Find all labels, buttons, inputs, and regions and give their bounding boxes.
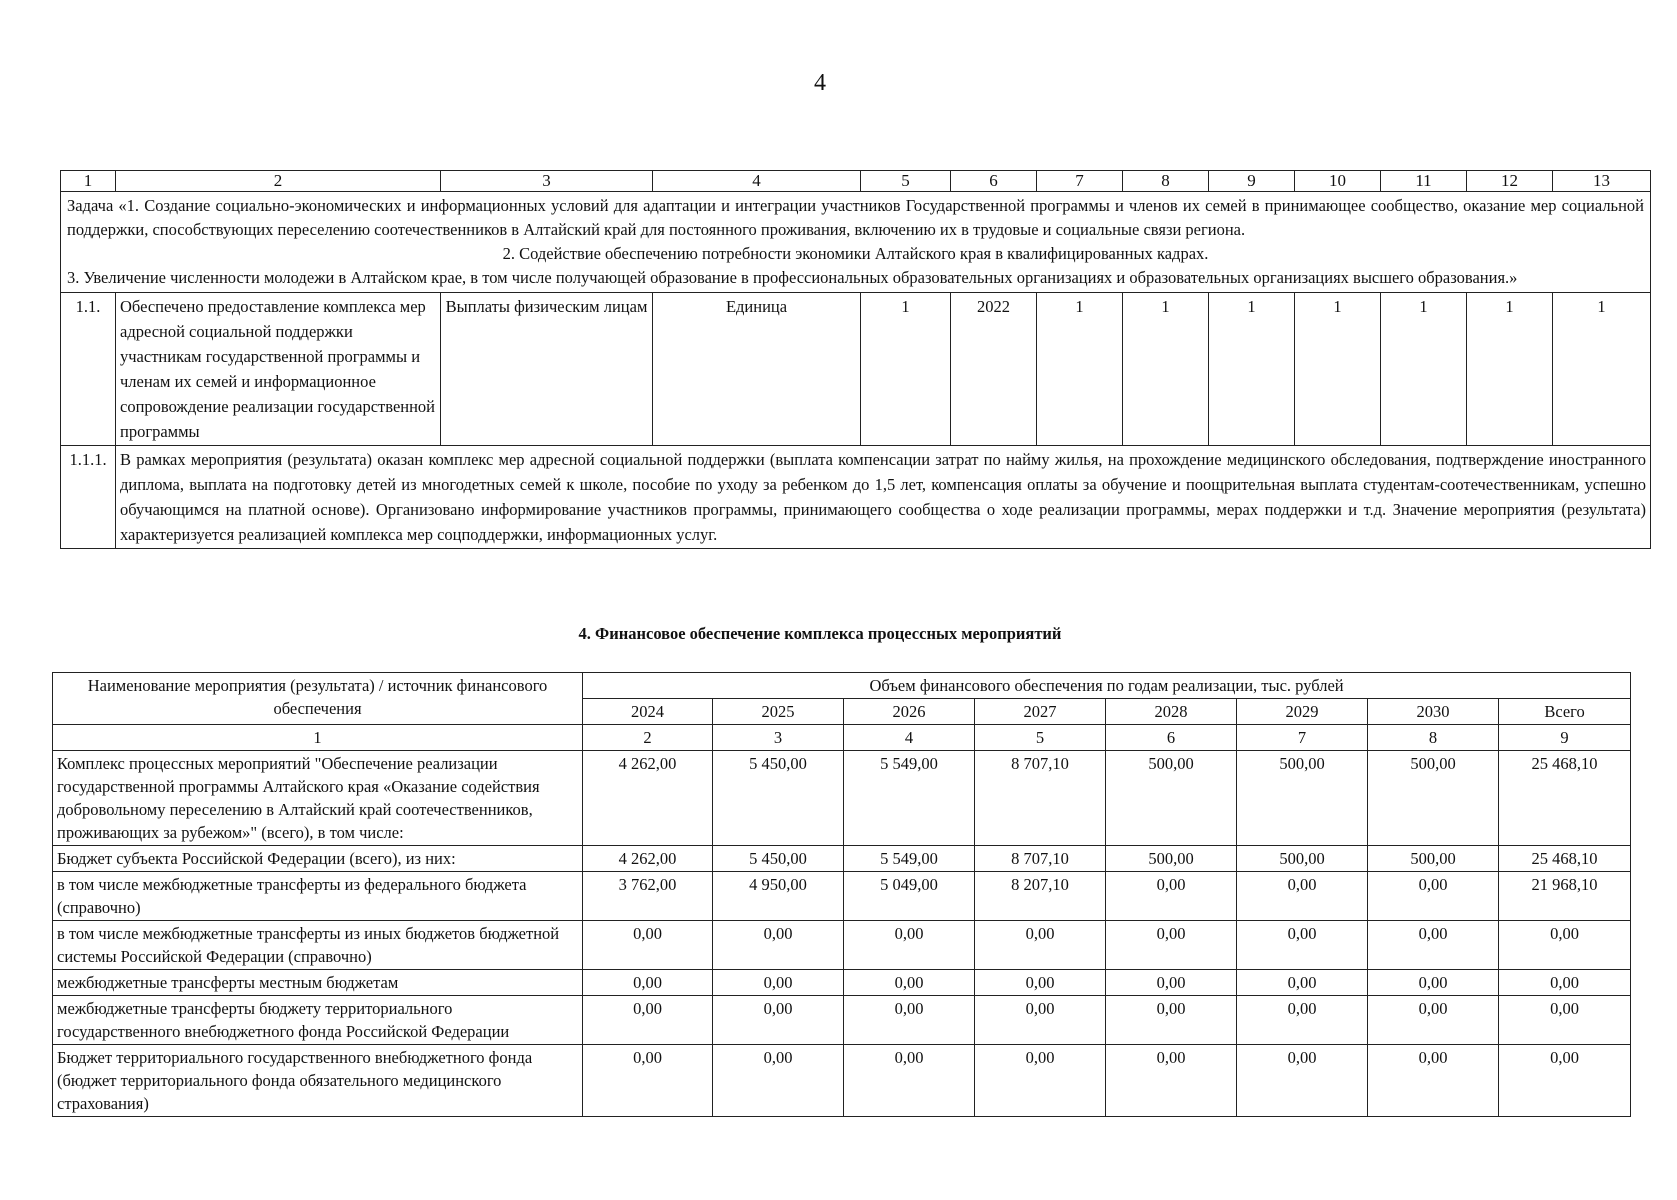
page-number: 4 [814, 70, 826, 96]
financing-source-name: Бюджет субъекта Российской Федерации (всего), из них: [53, 846, 583, 872]
result-type: Выплаты физическим лицам [441, 293, 653, 446]
indicators-table [60, 170, 1651, 549]
column-number: 5 [975, 725, 1106, 751]
cell-13: 1 [1553, 293, 1651, 446]
financing-value: 4 262,00 [583, 751, 713, 846]
financing-row [53, 996, 1631, 1045]
financing-value: 5 049,00 [844, 872, 975, 921]
column-number-6: 6 [951, 171, 1037, 192]
column-number: 9 [1499, 725, 1631, 751]
year-header: 2025 [713, 699, 844, 725]
financing-value: 0,00 [1368, 996, 1499, 1045]
result-description: В рамках мероприятия (результата) оказан комплекс мер адресной социальной поддержки (выплата компенсации затрат по найму жилья, на прохождение медицинского обследования, подтверждение иностранного диплома, выплата на подготовку детей из многодетных семей к школе, пособие по уходу за ребенком до 1,5 лет, компенсация оплаты за обучение и поощрительная выплата студентам-соотечественникам, успешно обучающимся на платной основе). Организовано информирование участников программы, принимающего сообщества о ходе реализации программы, мерах поддержки и т.д. Значение мероприятия (результата) характеризуется реализацией комплекса мер соцподдержки, информационных услуг. [116, 446, 1651, 549]
financing-value: 0,00 [1368, 970, 1499, 996]
column-number: 3 [713, 725, 844, 751]
financing-row [53, 921, 1631, 970]
column-number-12: 12 [1467, 171, 1553, 192]
task-cell [61, 192, 1651, 293]
column-number-2: 2 [116, 171, 441, 192]
cell-12: 1 [1467, 293, 1553, 446]
year-header: 2024 [583, 699, 713, 725]
financing-value: 500,00 [1237, 846, 1368, 872]
financing-value: 0,00 [1106, 996, 1237, 1045]
task-row [61, 192, 1651, 293]
column-number-3: 3 [441, 171, 653, 192]
task-line-2: 2. Содействие обеспечению потребности экономики Алтайского края в квалифицированных кадрах. [502, 244, 1209, 263]
financing-value: 0,00 [583, 1045, 713, 1117]
financing-value: 0,00 [1499, 921, 1631, 970]
financing-value: 0,00 [583, 921, 713, 970]
cell-10: 1 [1295, 293, 1381, 446]
financing-value: 5 549,00 [844, 751, 975, 846]
column-number-10: 10 [1295, 171, 1381, 192]
cell-7: 1 [1037, 293, 1123, 446]
financing-value: 500,00 [1106, 751, 1237, 846]
column-number-11: 11 [1381, 171, 1467, 192]
column-number: 2 [583, 725, 713, 751]
cell-9: 1 [1209, 293, 1295, 446]
financing-row [53, 751, 1631, 846]
cell-5: 1 [861, 293, 951, 446]
financing-source-name: в том числе межбюджетные трансферты из федерального бюджета (справочно) [53, 872, 583, 921]
year-header: 2028 [1106, 699, 1237, 725]
financing-value: 0,00 [1499, 996, 1631, 1045]
financing-value: 0,00 [713, 996, 844, 1045]
financing-value: 0,00 [975, 1045, 1106, 1117]
column-number-5: 5 [861, 171, 951, 192]
financing-value: 5 450,00 [713, 846, 844, 872]
result-unit: Единица [653, 293, 861, 446]
financing-value: 0,00 [1368, 872, 1499, 921]
financing-value: 0,00 [1368, 921, 1499, 970]
financing-value: 4 950,00 [713, 872, 844, 921]
column-number: 6 [1106, 725, 1237, 751]
financing-value: 0,00 [713, 1045, 844, 1117]
financing-value: 21 968,10 [1499, 872, 1631, 921]
financing-value: 0,00 [844, 970, 975, 996]
financing-value: 500,00 [1368, 846, 1499, 872]
financing-source-name: в том числе межбюджетные трансферты из иных бюджетов бюджетной системы Российской Федерации (справочно) [53, 921, 583, 970]
financing-value: 0,00 [1106, 1045, 1237, 1117]
financing-value: 5 450,00 [713, 751, 844, 846]
financing-value: 0,00 [713, 921, 844, 970]
financing-value: 500,00 [1237, 751, 1368, 846]
financing-value: 5 549,00 [844, 846, 975, 872]
year-header: 2029 [1237, 699, 1368, 725]
financing-row [53, 970, 1631, 996]
financing-source-name: Комплекс процессных мероприятий "Обеспечение реализации государственной программы Алтайского края «Оказание содействия добровольному переселению в Алтайский край соотечественников, проживающих за рубежом»" (всего), в том числе: [53, 751, 583, 846]
year-header: 2026 [844, 699, 975, 725]
financing-value: 8 707,10 [975, 846, 1106, 872]
financing-value: 0,00 [1237, 1045, 1368, 1117]
financing-value: 0,00 [1106, 921, 1237, 970]
financing-source-name: межбюджетные трансферты местным бюджетам [53, 970, 583, 996]
financing-value: 0,00 [1106, 872, 1237, 921]
financing-value: 500,00 [1368, 751, 1499, 846]
task-line-3: 3. Увеличение численности молодежи в Алтайском крае, в том числе получающей образование в профессиональных образовательных организациях и образовательных организациях высшего образования.» [67, 268, 1518, 287]
financing-value: 0,00 [1237, 970, 1368, 996]
financing-value: 0,00 [975, 970, 1106, 996]
financing-row [53, 846, 1631, 872]
financing-value: 0,00 [1499, 970, 1631, 996]
financing-source-name: межбюджетные трансферты бюджету территориального государственного внебюджетного фонда Российской Федерации [53, 996, 583, 1045]
cell-6: 2022 [951, 293, 1037, 446]
financing-source-name: Бюджет территориального государственного внебюджетного фонда (бюджет территориального фонда обязательного медицинского страхования) [53, 1045, 583, 1117]
task-line-1: Задача «1. Создание социально-экономических и информационных условий для адаптации и интеграции участников Государственной программы и членов их семей в принимающее сообщество, оказание мер социальной поддержки, способствующих переселению соотечественников в Алтайский край для постоянного проживания, включению их в трудовые и социальные связи региона. [67, 196, 1644, 239]
financing-body [53, 751, 1631, 1117]
financing-value: 0,00 [1499, 1045, 1631, 1117]
financing-value: 25 468,10 [1499, 751, 1631, 846]
financing-value: 0,00 [1237, 872, 1368, 921]
financing-row [53, 872, 1631, 921]
financing-value: 0,00 [975, 996, 1106, 1045]
column-number: 7 [1237, 725, 1368, 751]
financing-value: 3 762,00 [583, 872, 713, 921]
column-number-1: 1 [61, 171, 116, 192]
financing-value: 0,00 [713, 970, 844, 996]
row-number: 1.1.1. [61, 446, 116, 549]
financing-value: 0,00 [844, 1045, 975, 1117]
column-number-9: 9 [1209, 171, 1295, 192]
cell-11: 1 [1381, 293, 1467, 446]
financing-value: 0,00 [844, 921, 975, 970]
financing-value: 8 207,10 [975, 872, 1106, 921]
column-number: 8 [1368, 725, 1499, 751]
result-name: Обеспечено предоставление комплекса мер адресной социальной поддержки участникам государственной программы и членам их семей и информационное сопровождение реализации государственной программы [116, 293, 441, 446]
financing-value: 0,00 [583, 970, 713, 996]
section-title: 4. Финансовое обеспечение комплекса процессных мероприятий [578, 624, 1062, 643]
volume-header: Объем финансового обеспечения по годам реализации, тыс. рублей [583, 673, 1631, 699]
year-header: 2030 [1368, 699, 1499, 725]
year-header: Всего [1499, 699, 1631, 725]
column-number-7: 7 [1037, 171, 1123, 192]
financing-value: 25 468,10 [1499, 846, 1631, 872]
financing-value: 0,00 [1368, 1045, 1499, 1117]
result-row-1-1 [61, 293, 1651, 446]
row-number: 1.1. [61, 293, 116, 446]
financing-value: 0,00 [975, 921, 1106, 970]
financing-value: 0,00 [1237, 996, 1368, 1045]
financing-header-row [53, 673, 1631, 699]
financing-table [52, 672, 1631, 1117]
source-header: Наименование мероприятия (результата) / источник финансового обеспечения [53, 673, 583, 725]
financing-value: 0,00 [1106, 970, 1237, 996]
year-header: 2027 [975, 699, 1106, 725]
column-number-8: 8 [1123, 171, 1209, 192]
column-number: 4 [844, 725, 975, 751]
column-number-row [61, 171, 1651, 192]
financing-value: 0,00 [844, 996, 975, 1045]
financing-value: 0,00 [1237, 921, 1368, 970]
result-row-1-1-1 [61, 446, 1651, 549]
financing-value: 4 262,00 [583, 846, 713, 872]
financing-value: 8 707,10 [975, 751, 1106, 846]
column-number: 1 [53, 725, 583, 751]
column-number-13: 13 [1553, 171, 1651, 192]
column-number-4: 4 [653, 171, 861, 192]
financing-value: 0,00 [583, 996, 713, 1045]
cell-8: 1 [1123, 293, 1209, 446]
financing-value: 500,00 [1106, 846, 1237, 872]
column-numbers-row [53, 725, 1631, 751]
financing-row [53, 1045, 1631, 1117]
